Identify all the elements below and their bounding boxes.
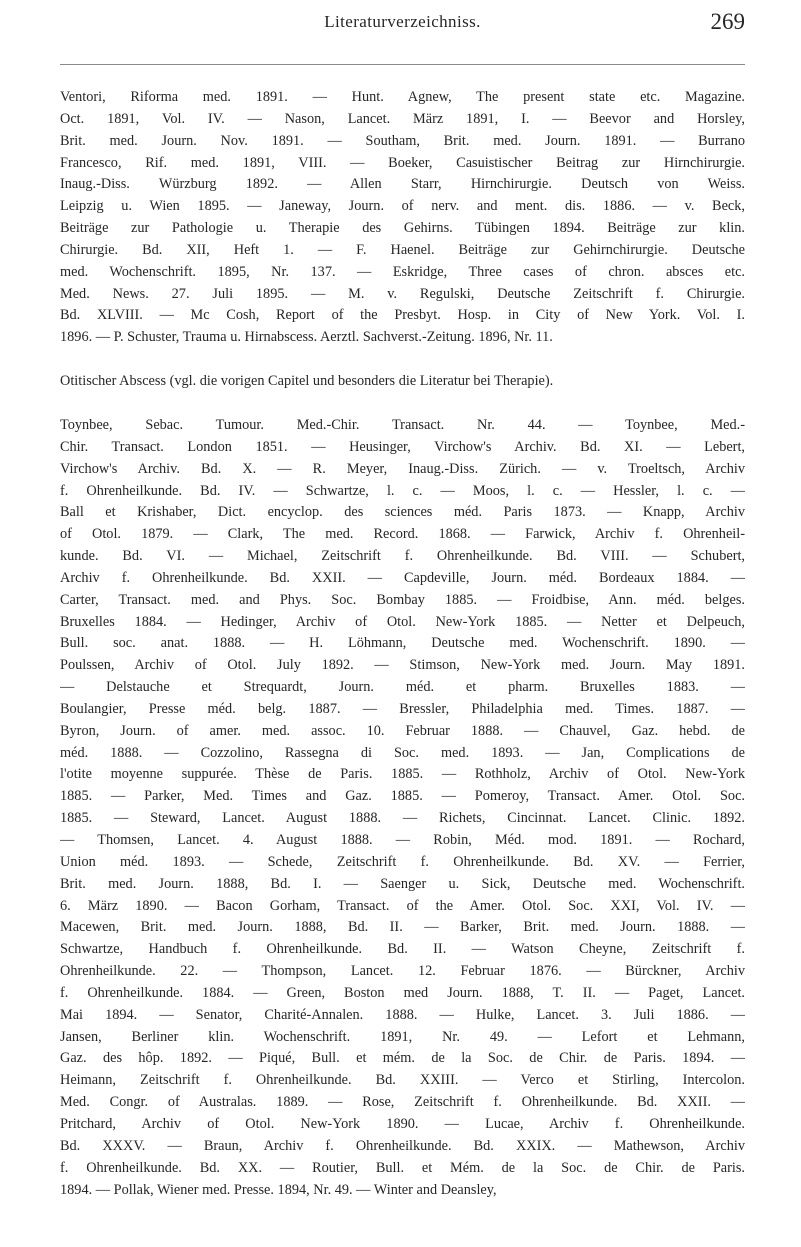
text-line: f. Ohrenheilkunde. Bd. IV. — Schwartze, l. c. — Moos, l. c. — Hessler, l. c. — xyxy=(60,482,745,499)
text-line: Macewen, Brit. med. Journ. 1888, Bd. II. — Barker, Brit. med. Journ. 1888. — xyxy=(60,919,745,936)
text-line: Ohrenheilkunde. 22. — Thompson, Lancet. 12. Februar 1876. — Bürckner, Archiv xyxy=(60,963,745,980)
text-line: — Delstauche et Strequardt, Journ. méd. et pharm. Bruxelles 1883. — xyxy=(60,679,745,696)
text-line: Ball et Krishaber, Dict. encyclop. des sciences méd. Paris 1873. — Knapp, Archiv xyxy=(60,504,745,521)
text-line: Union méd. 1893. — Schede, Zeitschrift f. Ohrenheilkunde. Bd. XV. — Ferrier, xyxy=(60,853,745,870)
text-line: Virchow's Archiv. Bd. X. — R. Meyer, Inaug.-Diss. Zürich. — v. Troeltsch, Archiv xyxy=(60,460,745,477)
paragraph-gap xyxy=(60,349,745,371)
text-line: Otitischer Abscess (vgl. die vorigen Capitel und besonders die Literatur bei Therapie). xyxy=(60,373,554,390)
text-line: Pritchard, Archiv of Otol. New-York 1890. — Lucae, Archiv f. Ohrenheilkunde. xyxy=(60,1115,745,1132)
bibliography-paragraph xyxy=(60,415,745,1201)
text-line: Beiträge zur Pathologie u. Therapie des Gehirns. Tübingen 1894. Beiträge zur klin. xyxy=(60,220,745,237)
text-line: 1885. — Parker, Med. Times and Gaz. 1885. — Pomeroy, Transact. Amer. Otol. Soc. xyxy=(60,788,745,805)
text-line: Chir. Transact. London 1851. — Heusinger, Virchow's Archiv. Bd. XI. — Lebert, xyxy=(60,438,745,455)
text-line: Bd. XLVIII. — Mc Cosh, Report of the Presbyt. Hosp. in City of New York. Vol. I. xyxy=(60,307,745,324)
text-line: Chirurgie. Bd. XII, Heft 1. — F. Haenel. Beiträge zur Gehirnchirurgie. Deutsche xyxy=(60,241,745,258)
text-line: Schwartze, Handbuch f. Ohrenheilkunde. Bd. II. — Watson Cheyne, Zeitschrift f. xyxy=(60,941,745,958)
text-line: Inaug.-Diss. Würzburg 1892. — Allen Starr, Hirnchirurgie. Deutsch von Weiss. xyxy=(60,176,745,193)
text-line: 1894. — Pollak, Wiener med. Presse. 1894, Nr. 49. — Winter and Deansley, xyxy=(60,1181,497,1198)
text-line: Gaz. des hôp. 1892. — Piqué, Bull. et mém. de la Soc. de Chir. de Paris. 1894. — xyxy=(60,1050,745,1067)
book-page xyxy=(60,0,745,1201)
text-line: Ventori, Riforma med. 1891. — Hunt. Agnew, The present state etc. Magazine. xyxy=(60,89,745,105)
bibliography-body xyxy=(60,87,745,1201)
text-line: Leipzig u. Wien 1895. — Janeway, Journ. of nerv. and ment. dis. 1886. — v. Beck, xyxy=(60,198,745,215)
text-line: f. Ohrenheilkunde. 1884. — Green, Boston med Journ. 1888, T. II. — Paget, Lancet. xyxy=(60,984,745,1001)
text-line: Byron, Journ. of amer. med. assoc. 10. Februar 1888. — Chauvel, Gaz. hebd. de xyxy=(60,722,745,739)
text-line: 1885. — Steward, Lancet. August 1888. — Richets, Cincinnat. Lancet. Clinic. 1892. xyxy=(60,810,745,827)
text-line: Med. Congr. of Australas. 1889. — Rose, Zeitschrift f. Ohrenheilkunde. Bd. XXII. — xyxy=(60,1094,745,1111)
text-line: kunde. Bd. VI. — Michael, Zeitschrift f. Ohrenheilkunde. Bd. VIII. — Schubert, xyxy=(60,548,745,565)
text-line: Med. News. 27. Juli 1895. — M. v. Regulski, Deutsche Zeitschrift f. Chirurgie. xyxy=(60,285,745,302)
text-line: Bull. soc. anat. 1888. — H. Löhmann, Deutsche med. Wochenschrift. 1890. — xyxy=(60,635,745,652)
text-line: Bruxelles 1884. — Hedinger, Archiv of Otol. New-York 1885. — Netter et Delpeuch, xyxy=(60,613,745,630)
text-line: Toynbee, Sebac. Tumour. Med.-Chir. Transact. Nr. 44. — Toynbee, Med.- xyxy=(60,416,745,433)
text-line: Poulssen, Archiv of Otol. July 1892. — Stimson, New-York med. Journ. May 1891. xyxy=(60,657,745,674)
text-line: Jansen, Berliner klin. Wochenschrift. 1891, Nr. 49. — Lefort et Lehmann, xyxy=(60,1028,745,1045)
text-line: Francesco, Rif. med. 1891, VIII. — Boeker, Casuistischer Beitrag zur Hirnchirurgie. xyxy=(60,154,745,171)
text-line: Boulangier, Presse méd. belg. 1887. — Bressler, Philadelphia med. Times. 1887. — xyxy=(60,700,745,717)
bibliography-paragraph xyxy=(60,87,745,349)
text-line: Bd. XXXV. — Braun, Archiv f. Ohrenheilkunde. Bd. XXIX. — Mathewson, Archiv xyxy=(60,1137,745,1154)
text-line: l'otite moyenne suppurée. Thèse de Paris. 1885. — Rothholz, Archiv of Otol. New-York xyxy=(60,766,745,783)
text-line: f. Ohrenheilkunde. Bd. XX. — Routier, Bull. et Mém. de la Soc. de Chir. de Paris. xyxy=(60,1159,745,1176)
text-line: Oct. 1891, Vol. IV. — Nason, Lancet. März 1891, I. — Beevor and Horsley, xyxy=(60,110,745,127)
text-line: 6. März 1890. — Bacon Gorham, Transact. of the Amer. Otol. Soc. XXI, Vol. IV. — xyxy=(60,897,745,914)
text-line: méd. 1888. — Cozzolino, Rassegna di Soc. med. 1893. — Jan, Complications de xyxy=(60,744,745,761)
running-title: Literaturverzeichniss. xyxy=(324,12,481,31)
text-line: — Thomsen, Lancet. 4. August 1888. — Robin, Méd. mod. 1891. — Rochard, xyxy=(60,832,745,848)
text-line: Carter, Transact. med. and Phys. Soc. Bombay 1885. — Froidbise, Ann. méd. belges. xyxy=(60,591,745,608)
text-line: Brit. med. Journ. Nov. 1891. — Southam, Brit. med. Journ. 1891. — Burrano xyxy=(60,132,745,149)
text-line: Archiv f. Ohrenheilkunde. Bd. XXII. — Capdeville, Journ. méd. Bordeaux 1884. — xyxy=(60,569,745,586)
running-header xyxy=(60,0,745,65)
text-line: Brit. med. Journ. 1888, Bd. I. — Saenger u. Sick, Deutsche med. Wochenschrift. xyxy=(60,875,745,892)
text-line: 1896. — P. Schuster, Trauma u. Hirnabscess. Aerztl. Sachverst.-Zeitung. 1896, Nr. 11. xyxy=(60,329,553,346)
text-line: Heimann, Zeitschrift f. Ohrenheilkunde. Bd. XXIII. — Verco et Stirling, Intercolon. xyxy=(60,1072,745,1089)
text-line: of Otol. 1879. — Clark, The med. Record. 1868. — Farwick, Archiv f. Ohrenheil- xyxy=(60,526,745,543)
page-number: 269 xyxy=(710,9,745,34)
paragraph-gap xyxy=(60,393,745,415)
bibliography-paragraph xyxy=(60,371,745,393)
text-line: med. Wochenschrift. 1895, Nr. 137. — Eskridge, Three cases of chron. absces etc. xyxy=(60,263,745,280)
text-line: Mai 1894. — Senator, Charité-Annalen. 1888. — Hulke, Lancet. 3. Juli 1886. — xyxy=(60,1006,745,1023)
